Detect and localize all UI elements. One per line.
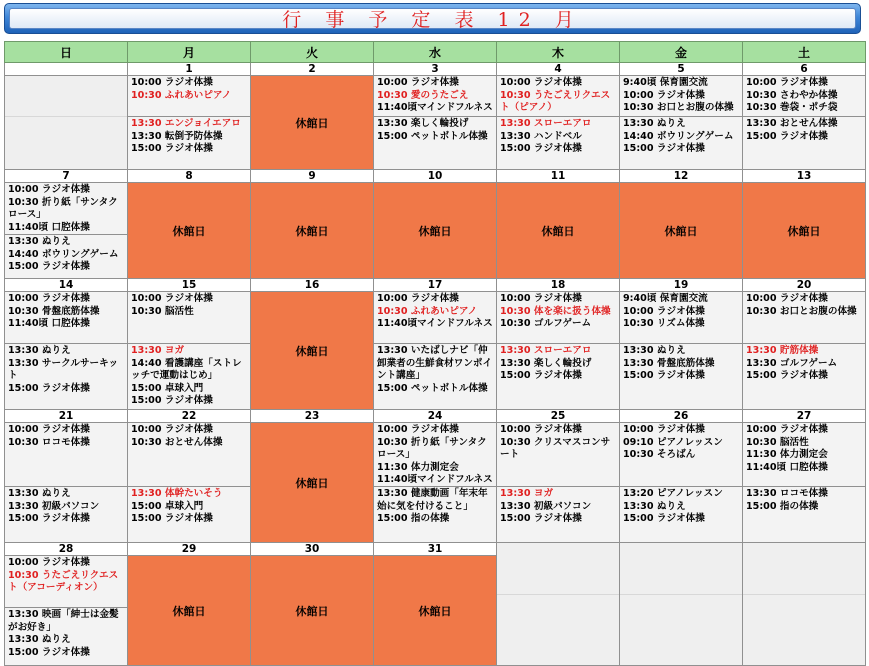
closed-day-cell — [128, 543, 251, 666]
afternoon-events — [497, 344, 619, 408]
title-panel — [9, 8, 856, 29]
day-cell — [5, 410, 128, 543]
event-item: 13:30 ぬりえ — [623, 345, 686, 356]
weekday-header: 土 — [743, 42, 866, 63]
closed-label: 休館日 — [418, 224, 452, 238]
afternoon-events — [743, 487, 865, 541]
event-item: 10:00 ラジオ体操 — [623, 305, 705, 317]
morning-events — [374, 76, 496, 117]
empty-slot — [620, 543, 742, 595]
empty-day-cell — [5, 63, 128, 170]
day-cell — [128, 279, 251, 410]
day-number: 12 — [620, 170, 742, 183]
weekday-header: 木 — [497, 42, 620, 63]
event-item: 15:00 ラジオ体操 — [8, 646, 90, 658]
event-item: 10:00 ラジオ体操 — [377, 293, 459, 304]
event-item: 10:00 ラジオ体操 — [8, 184, 90, 195]
closed-label: 休館日 — [787, 224, 821, 238]
day-cell — [5, 170, 128, 279]
event-item: 10:30 さわやか体操 — [746, 89, 838, 101]
page-title: 行 事 予 定 表 12 月 — [282, 9, 583, 31]
event-item: 15:00 ラジオ体操 — [623, 513, 705, 524]
event-item: 11:40頃マインドフルネス — [377, 474, 493, 485]
morning-events — [5, 423, 127, 487]
day-number: 11 — [497, 170, 619, 183]
event-item: 13:30 いたばしナビ「仲卸業者の生鮮食材ワンポイント講座」 — [377, 345, 493, 381]
day-number: 2 — [251, 63, 373, 76]
closed-label: 休館日 — [418, 604, 452, 618]
day-number: 1 — [128, 63, 250, 76]
day-number: 3 — [374, 63, 496, 76]
event-item: 10:00 ラジオ体操 — [623, 424, 705, 435]
day-number: 31 — [374, 543, 496, 556]
week-row — [5, 279, 866, 410]
day-number: 13 — [743, 170, 865, 183]
morning-events — [497, 76, 619, 117]
event-item: 10:30 おとせん体操 — [131, 436, 223, 448]
event-item: 15:00 ラジオ体操 — [131, 143, 213, 154]
event-item: 9:40頃 保育園交流 — [623, 77, 708, 88]
day-cell — [743, 63, 866, 170]
morning-events — [5, 556, 127, 608]
closed-label: 休館日 — [541, 224, 575, 238]
empty-slot — [743, 595, 865, 651]
event-item: 10:30 お口とお腹の体操 — [623, 102, 734, 113]
day-cell — [497, 63, 620, 170]
afternoon-events — [374, 117, 496, 168]
closed-day-cell — [251, 279, 374, 410]
afternoon-events — [128, 344, 250, 408]
day-cell — [620, 279, 743, 410]
closed-day-cell — [128, 170, 251, 279]
event-item: 11:40頃 口腔体操 — [8, 221, 90, 233]
event-item: 13:30 ゴルフゲーム — [746, 357, 838, 369]
event-item: 10:30 ふれあいピアノ — [131, 89, 232, 101]
event-item: 15:00 ラジオ体操 — [746, 130, 828, 142]
event-item: 15:00 ラジオ体操 — [8, 382, 90, 394]
event-item: 13:30 エンジョイエアロ — [131, 118, 241, 129]
event-item: 15:00 卓球入門 — [131, 500, 204, 512]
morning-events — [743, 292, 865, 344]
event-item: 15:00 ラジオ体操 — [131, 395, 213, 406]
event-item: 15:00 ラジオ体操 — [500, 513, 582, 524]
day-number: 18 — [497, 279, 619, 292]
event-item: 10:30 体を楽に扱う体操 — [500, 305, 611, 317]
event-item: 10:30 お口とお腹の体操 — [746, 305, 857, 317]
event-item: 13:20 ピアノレッスン — [623, 488, 723, 499]
day-number: 19 — [620, 279, 742, 292]
event-item: 10:30 骨盤底筋体操 — [8, 305, 100, 317]
event-item: 15:00 卓球入門 — [131, 382, 204, 394]
day-number: 30 — [251, 543, 373, 556]
morning-events — [5, 183, 127, 235]
afternoon-events — [5, 608, 127, 664]
event-item: 14:40 看護講座「ストレッチで運動はじめ」 — [131, 357, 242, 381]
event-item: 11:40頃 口腔体操 — [8, 318, 90, 329]
closed-day-cell — [374, 170, 497, 279]
event-item: 10:30 ロコモ体操 — [8, 436, 90, 448]
event-item: 15:00 ラジオ体操 — [746, 370, 828, 381]
weekday-header: 火 — [251, 42, 374, 63]
event-item: 11:40頃マインドフルネス — [377, 318, 493, 329]
event-item: 13:30 ぬりえ — [8, 236, 71, 247]
event-item: 10:00 ラジオ体操 — [8, 424, 90, 435]
event-item: 10:00 ラジオ体操 — [746, 424, 828, 435]
day-number: 29 — [128, 543, 250, 556]
weekday-header: 水 — [374, 42, 497, 63]
day-cell — [374, 63, 497, 170]
event-item: 10:30 うたごえリクエスト（ピアノ） — [500, 89, 611, 113]
day-cell — [5, 279, 128, 410]
afternoon-events — [497, 487, 619, 541]
event-item: 13:30 ヨガ — [131, 345, 185, 356]
event-item: 13:30 健康動画「年末年始に気を付けること」 — [377, 488, 488, 512]
day-number: 14 — [5, 279, 127, 292]
event-item: 15:00 ラジオ体操 — [623, 370, 705, 381]
empty-slot — [497, 543, 619, 595]
weekday-header: 月 — [128, 42, 251, 63]
event-item: 10:00 ラジオ体操 — [377, 424, 459, 435]
day-number: 27 — [743, 410, 865, 423]
closed-day-cell — [497, 170, 620, 279]
afternoon-events — [128, 487, 250, 541]
weekday-header-row — [5, 42, 866, 63]
closed-label: 休館日 — [295, 344, 329, 358]
event-item: 10:00 ラジオ体操 — [500, 293, 582, 304]
day-cell — [128, 63, 251, 170]
day-number: 10 — [374, 170, 496, 183]
closed-day-cell — [743, 170, 866, 279]
event-item: 11:40頃マインドフルネス — [377, 102, 493, 113]
morning-events — [497, 292, 619, 344]
event-item: 13:30 初級パソコン — [500, 500, 592, 512]
morning-events — [743, 423, 865, 487]
afternoon-events — [743, 117, 865, 168]
event-item: 13:30 スローエアロ — [500, 118, 592, 129]
day-number: 20 — [743, 279, 865, 292]
closed-label: 休館日 — [172, 224, 206, 238]
event-item: 10:30 折り紙「サンタクロース」 — [377, 436, 487, 460]
week-row — [5, 170, 866, 279]
day-cell — [128, 410, 251, 543]
event-item: 13:30 貯筋体操 — [746, 345, 819, 356]
event-item: 15:00 ラジオ体操 — [8, 261, 90, 272]
event-item: 10:30 ゴルフゲーム — [500, 318, 592, 329]
weekday-header: 金 — [620, 42, 743, 63]
event-item: 10:00 ラジオ体操 — [746, 293, 828, 304]
day-cell — [497, 279, 620, 410]
day-cell — [5, 543, 128, 666]
closed-day-cell — [251, 63, 374, 170]
morning-events — [497, 423, 619, 487]
day-cell — [620, 410, 743, 543]
event-item: 10:00 ラジオ体操 — [131, 77, 213, 88]
event-item: 10:30 そろばん — [623, 449, 696, 460]
morning-events — [5, 292, 127, 344]
empty-slot — [5, 117, 127, 168]
event-item: 11:30 体力測定会 — [746, 449, 828, 460]
day-number: 8 — [128, 170, 250, 183]
event-item: 13:30 映画「紳士は金髪がお好き」 — [8, 609, 119, 633]
title-bar — [4, 3, 861, 34]
event-item: 15:00 ラジオ体操 — [623, 143, 705, 154]
event-item: 13:30 ロコモ体操 — [746, 488, 828, 499]
afternoon-events — [374, 487, 496, 541]
day-number: 16 — [251, 279, 373, 292]
morning-events — [128, 76, 250, 117]
day-cell — [374, 410, 497, 543]
week-row — [5, 543, 866, 666]
event-item: 09:10 ピアノレッスン — [623, 436, 723, 448]
event-item: 10:00 ラジオ体操 — [623, 89, 705, 101]
event-item: 10:30 巻袋・ポチ袋 — [746, 102, 838, 113]
day-number: 25 — [497, 410, 619, 423]
empty-slot — [743, 543, 865, 595]
event-item: 15:00 ラジオ体操 — [8, 513, 90, 524]
event-item: 10:00 ラジオ体操 — [746, 77, 828, 88]
week-row — [5, 63, 866, 170]
event-item: 13:30 初級パソコン — [8, 500, 100, 512]
event-item: 15:00 ラジオ体操 — [500, 143, 582, 154]
event-item: 13:30 ハンドベル — [500, 130, 582, 142]
event-item: 10:00 ラジオ体操 — [131, 293, 213, 304]
empty-slot — [497, 595, 619, 651]
event-item: 10:00 ラジオ体操 — [500, 77, 582, 88]
day-number: 23 — [251, 410, 373, 423]
event-item: 13:30 ぬりえ — [623, 500, 686, 512]
day-cell — [743, 410, 866, 543]
event-item: 13:30 体幹たいそう — [131, 488, 223, 499]
event-item: 15:00 ラジオ体操 — [500, 370, 582, 381]
closed-label: 休館日 — [295, 476, 329, 490]
weekday-header: 日 — [5, 42, 128, 63]
event-item: 10:00 ラジオ体操 — [131, 424, 213, 435]
morning-events — [374, 292, 496, 344]
event-item: 10:00 ラジオ体操 — [8, 557, 90, 568]
day-number: 22 — [128, 410, 250, 423]
event-item: 10:00 ラジオ体操 — [8, 293, 90, 304]
day-number: 17 — [374, 279, 496, 292]
empty-slot — [620, 595, 742, 651]
event-item: 13:30 スローエアロ — [500, 345, 592, 356]
event-item: 15:00 ペットボトル体操 — [377, 382, 488, 394]
day-cell — [497, 410, 620, 543]
event-item: 10:00 ラジオ体操 — [500, 424, 582, 435]
empty-slot — [5, 76, 127, 117]
event-item: 13:30 ぬりえ — [623, 118, 686, 129]
event-item: 14:40 ボウリングゲーム — [8, 248, 119, 260]
closed-day-cell — [251, 170, 374, 279]
afternoon-events — [620, 487, 742, 541]
afternoon-events — [5, 235, 127, 277]
event-item: 10:30 折り紙「サンタクロース」 — [8, 196, 118, 220]
morning-events — [620, 292, 742, 344]
afternoon-events — [5, 344, 127, 408]
closed-label: 休館日 — [295, 116, 329, 130]
day-cell — [743, 279, 866, 410]
event-item: 13:30 楽しく輪投げ — [500, 357, 592, 369]
event-item: 10:30 クリスマスコンサート — [500, 436, 611, 460]
afternoon-events — [620, 344, 742, 408]
afternoon-events — [128, 117, 250, 168]
day-number: 24 — [374, 410, 496, 423]
closed-day-cell — [374, 543, 497, 666]
day-number: 15 — [128, 279, 250, 292]
afternoon-events — [497, 117, 619, 168]
day-number: 5 — [620, 63, 742, 76]
afternoon-events — [5, 487, 127, 541]
calendar-table — [4, 41, 866, 666]
day-number: 6 — [743, 63, 865, 76]
morning-events — [743, 76, 865, 117]
event-item: 10:00 ラジオ体操 — [377, 77, 459, 88]
afternoon-events — [374, 344, 496, 408]
day-cell — [374, 279, 497, 410]
event-item: 13:30 ぬりえ — [8, 634, 71, 645]
calendar-body — [5, 63, 866, 666]
closed-label: 休館日 — [295, 224, 329, 238]
week-row — [5, 410, 866, 543]
day-number: 28 — [5, 543, 127, 556]
event-item: 13:30 ぬりえ — [8, 488, 71, 499]
event-item: 13:30 骨盤底筋体操 — [623, 357, 715, 369]
event-item: 10:30 愛のうたごえ — [377, 89, 469, 101]
event-item: 11:40頃 口腔体操 — [746, 461, 828, 473]
empty-day-cell — [620, 543, 743, 666]
closed-day-cell — [251, 410, 374, 543]
event-item: 15:00 ペットボトル体操 — [377, 130, 488, 142]
empty-day-cell — [743, 543, 866, 666]
closed-label: 休館日 — [295, 604, 329, 618]
event-item: 13:30 サークルサーキット — [8, 357, 119, 381]
event-item: 14:40 ボウリングゲーム — [623, 130, 734, 142]
morning-events — [374, 423, 496, 487]
day-number — [5, 63, 127, 76]
event-item: 10:30 うたごえリクエスト（アコーディオン） — [8, 569, 119, 593]
event-item: 15:00 指の体操 — [746, 500, 819, 512]
afternoon-events — [743, 344, 865, 408]
event-item: 15:00 指の体操 — [377, 513, 450, 524]
closed-label: 休館日 — [172, 604, 206, 618]
day-cell — [620, 63, 743, 170]
day-number: 4 — [497, 63, 619, 76]
event-item: 13:30 楽しく輪投げ — [377, 118, 469, 129]
morning-events — [128, 423, 250, 487]
closed-label: 休館日 — [664, 224, 698, 238]
day-number: 26 — [620, 410, 742, 423]
event-item: 13:30 ヨガ — [500, 488, 554, 499]
day-number: 7 — [5, 170, 127, 183]
day-number: 21 — [5, 410, 127, 423]
morning-events — [620, 423, 742, 487]
morning-events — [620, 76, 742, 117]
event-item: 9:40頃 保育園交流 — [623, 293, 708, 304]
event-item: 10:30 リズム体操 — [623, 318, 705, 329]
event-item: 13:30 おとせん体操 — [746, 118, 838, 129]
event-item: 11:30 体力測定会 — [377, 461, 459, 473]
event-item: 10:30 脳活性 — [131, 305, 194, 317]
morning-events — [128, 292, 250, 344]
empty-day-cell — [497, 543, 620, 666]
event-item: 13:30 転倒予防体操 — [131, 130, 223, 142]
closed-day-cell — [620, 170, 743, 279]
event-item: 10:30 脳活性 — [746, 436, 809, 448]
event-item: 13:30 ぬりえ — [8, 345, 71, 356]
event-item: 10:30 ふれあいピアノ — [377, 305, 478, 317]
closed-day-cell — [251, 543, 374, 666]
afternoon-events — [620, 117, 742, 168]
day-number: 9 — [251, 170, 373, 183]
event-item: 15:00 ラジオ体操 — [131, 513, 213, 524]
